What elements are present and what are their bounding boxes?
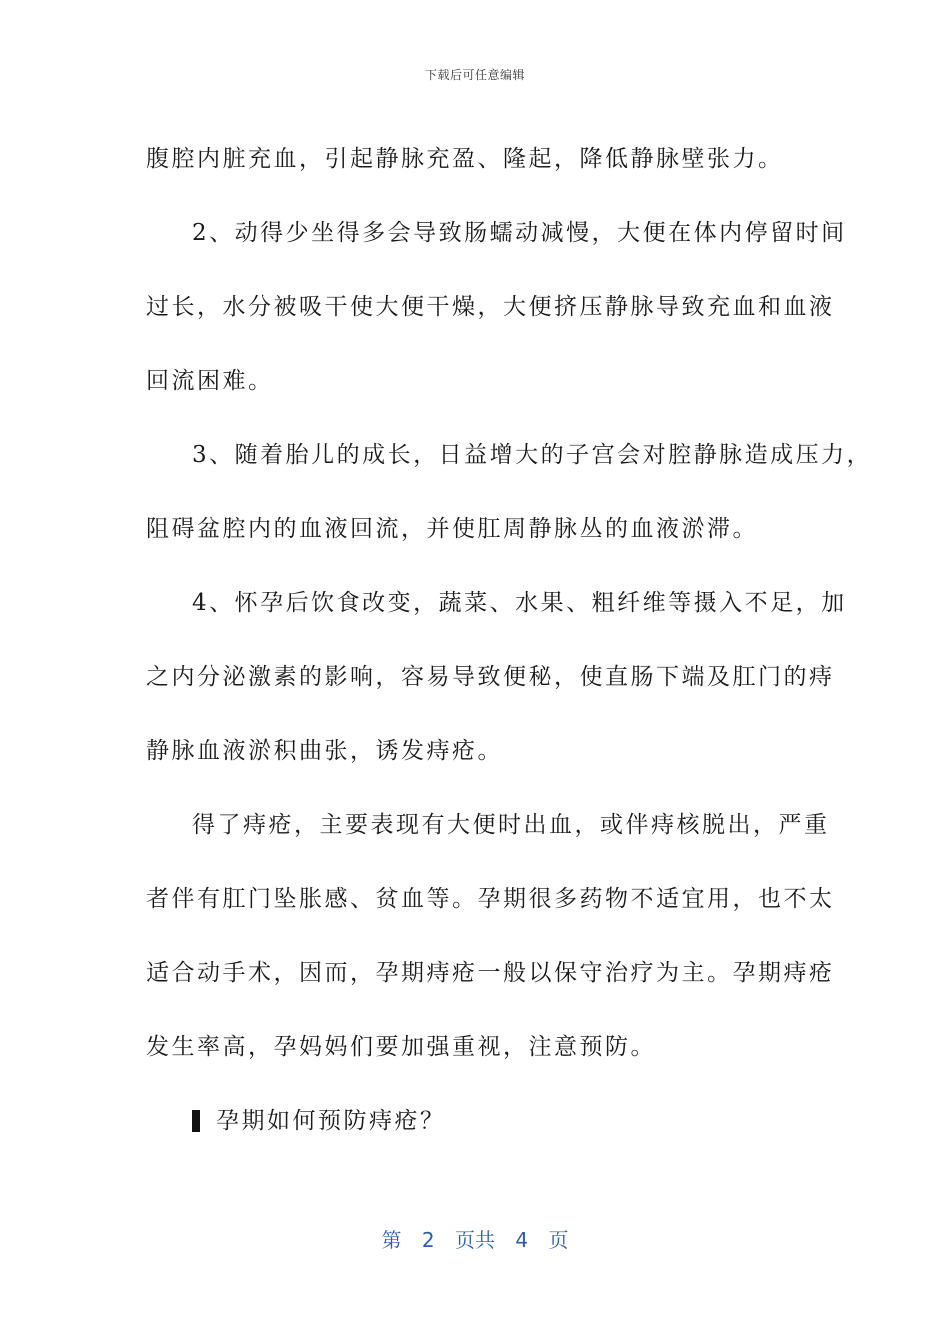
footer-prefix: 第 <box>381 1228 402 1252</box>
page-header-note: 下载后可任意编辑 <box>424 68 525 82</box>
body-line: 阻碍盆腔内的血液回流，并使肛周静脉丛的血液淤滞。 <box>146 516 758 542</box>
body-line: 静脉血液淤积曲张，诱发痔疮。 <box>146 738 503 764</box>
body-line: 腹腔内脏充血，引起静脉充盈、隆起，降低静脉壁张力。 <box>146 146 784 172</box>
footer-total-pages: 4 <box>515 1228 529 1252</box>
section-heading <box>146 1084 826 1158</box>
body-line: 适合动手术，因而，孕期痔疮一般以保守治疗为主。孕期痔疮 <box>146 960 835 986</box>
body-line: 过长，水分被吸干使大便干燥，大便挤压静脉导致充血和血液 <box>146 294 835 320</box>
body-line: 发生率高，孕妈妈们要加强重视，注意预防。 <box>146 1034 656 1060</box>
body-line: 3、随着胎儿的成长，日益增大的子宫会对腔静脉造成压力， <box>192 442 873 468</box>
footer-suffix: 页 <box>548 1228 569 1252</box>
heading-bar-icon <box>192 1110 200 1132</box>
page-number-footer <box>0 1224 950 1253</box>
section-heading-text: 孕期如何预防痔疮？ <box>216 1108 446 1134</box>
footer-middle: 页共 <box>455 1228 495 1252</box>
body-line: 4、怀孕后饮食改变，蔬菜、水果、粗纤维等摄入不足，加 <box>192 590 847 616</box>
document-body <box>146 122 873 1158</box>
body-line: 回流困难。 <box>146 368 274 394</box>
body-line: 2、动得少坐得多会导致肠蠕动减慢，大便在体内停留时间 <box>192 220 847 246</box>
body-line: 之内分泌激素的影响，容易导致便秘，使直肠下端及肛门的痔 <box>146 664 835 690</box>
footer-current-page: 2 <box>421 1228 435 1252</box>
body-line: 者伴有肛门坠胀感、贫血等。孕期很多药物不适宜用，也不太 <box>146 886 835 912</box>
body-line: 得了痔疮，主要表现有大便时出血，或伴痔核脱出，严重 <box>192 812 830 838</box>
